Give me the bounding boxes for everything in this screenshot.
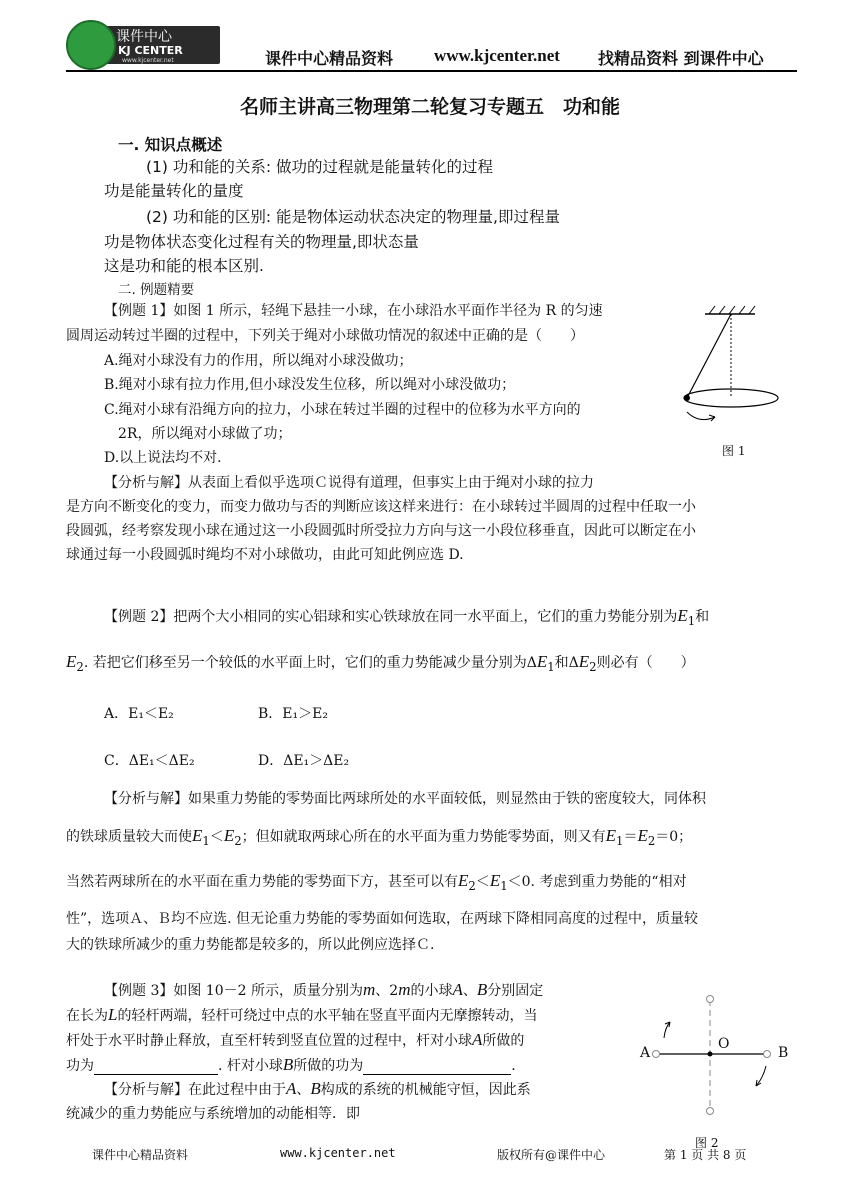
ex2-option-b: B．E₁＞E₂ (258, 706, 328, 722)
footer-page-number: 第 1 页 共 8 页 (664, 1148, 747, 1162)
ex1-option-a: A.绳对小球没有力的作用，所以绳对小球没做功； (104, 353, 413, 369)
figure1-conical-pendulum (675, 300, 805, 440)
ex2-line1: 【例题 2】把两个大小相同的实心铝球和实心铁球放在同一水平面上，它们的重力势能分别为$E_1$和 (104, 606, 710, 628)
ex3-analysis-line1-a: 【分析与解】在此过程中由于 (104, 1082, 286, 1098)
ex3-analysis-line1: 【分析与解】在此过程中由于A、B构成的系统的机械能守恒，因此系 (104, 1079, 531, 1098)
ex2-analysis-line2-a: 的铁球质量较大而使 (66, 829, 192, 845)
ex2-analysis-line2-b: ；但如就取两球心所在的水平面为重力势能零势面，则又有 (241, 829, 606, 845)
ex2-analysis-line2-c: ＝0； (655, 829, 693, 845)
figure2-rotating-rod (630, 988, 800, 1148)
ex3-line1-e: 分别固定 (487, 983, 544, 999)
ex2-line2: $E_2$. 若把它们移至另一个较低的水平面上时，它们的重力势能减少量分别为$\Delta E_1$和$\Delta E_2$则必有（ ） (66, 652, 695, 674)
header-rule (66, 70, 797, 72)
ex3-line4-d: . (511, 1058, 516, 1074)
section2-heading: 二. 例题精要 (118, 282, 195, 298)
ex3-line4-c: 所做的功为 (293, 1058, 364, 1074)
figure2-label-a: A (640, 1045, 651, 1061)
figure2-caption: 图 2 (695, 1136, 719, 1150)
header-right-text: 找精品资料 到课件中心 (598, 49, 764, 68)
figure2-label-b: B (778, 1045, 789, 1061)
page-title: 名师主讲高三物理第二轮复习专题五 功和能 (239, 96, 620, 118)
ex1-option-c-line2: 2R，所以绳对小球做了功； (118, 426, 292, 442)
ex2-analysis-line3-b: ＜0. 考虑到重力势能的“相对 (507, 874, 687, 890)
ex3-line3-a: 杆处于水平时静止释放，直至杆转到竖直位置的过程中，杆对小球 (66, 1033, 472, 1049)
figure1-caption: 图 1 (722, 444, 746, 458)
header-left-text: 课件中心精品资料 (265, 49, 394, 68)
ex2-option-a: A．E₁＜E₂ (104, 706, 174, 722)
ex1-analysis-line1: 【分析与解】从表面上看似乎选项Ｃ说得有道理，但事实上由于绳对小球的拉力 (104, 475, 594, 491)
footer-left: 课件中心精品资料 (92, 1148, 189, 1162)
section1-p1: (1) 功和能的关系: 做功的过程就是能量转化的过程 (146, 158, 494, 176)
ex2-analysis-line5: 大的铁球所减少的重力势能都是较多的，所以此例应选择Ｃ. (66, 937, 435, 953)
ex3-analysis-line1-b: 、 (296, 1082, 311, 1098)
section1-heading: 一. 知识点概述 (118, 136, 223, 154)
ex3-line1-d: 、 (462, 983, 477, 999)
logo-url-text: www.kjcenter.net (122, 57, 174, 64)
ex2-analysis-line1: 【分析与解】如果重力势能的零势面比两球所处的水平面较低，则显然由于铁的密度较大，同体积 (104, 791, 706, 807)
ex3-line1: 【例题 3】如图 10－2 所示，质量分别为m、2m的小球A、B分别固定 (104, 980, 544, 999)
ex2-option-c: C．ΔE₁＜ΔE₂ (104, 753, 195, 769)
logo-en-text: KJ CENTER (118, 44, 183, 57)
ex2-line2-and: 和 (554, 655, 569, 671)
ex1-analysis-line2: 是方向不断变化的变力，而变力做功与否的判断应该这样来进行：在小球转过半圆周的过程中任取一小 (66, 499, 696, 515)
ex1-option-d: D.以上说法均不对. (104, 450, 222, 466)
ex3-line4-b: . 杆对小球 (218, 1058, 283, 1074)
ex2-analysis-line3-a: 当然若两球所在的水平面在重力势能的零势面下方，甚至可以有 (66, 874, 458, 890)
ex3-line2-a: 在长为 (66, 1008, 108, 1024)
ex3-line1-b: 、 (375, 983, 390, 999)
ex1-analysis-line3: 段圆弧，经考察发现小球在通过这一小段圆弧时所受拉力方向与这一小段位移垂直，因此可以断定在小 (66, 523, 696, 539)
ex3-line3-b: 所做的 (482, 1033, 525, 1049)
figure2-label-o: O (718, 1036, 730, 1052)
blank-work-on-a[interactable] (94, 1058, 218, 1075)
ex2-analysis-line3: 当然若两球所在的水平面在重力势能的零势面下方，甚至可以有$E_2<E_1<0$. 考虑到重力势能的“相对 (66, 871, 687, 893)
ex2-analysis-line2: 的铁球质量较大而使$E_1<E_2$；但如就取两球心所在的水平面为重力势能零势面，则又有$E_1=E_2=0$； (66, 826, 693, 848)
ex1-option-b: B.绳对小球有拉力作用,但小球没发生位移，所以绳对小球没做功； (104, 377, 516, 393)
section1-p3: (2) 功和能的区别: 能是物体运动状态决定的物理量,即过程量 (146, 208, 560, 226)
ex1-option-c-line1: C.绳对小球有沿绳方向的拉力，小球在转过半圈的过程中的位移为水平方向的 (104, 402, 581, 418)
ex3-line1-c: 的小球 (410, 983, 453, 999)
ex2-line2-tail: 则必有（ ） (596, 655, 695, 671)
kjcenter-logo (66, 20, 220, 70)
logo-cn-text: 课件中心 (116, 29, 172, 45)
ex1-analysis-line4: 球通过每一小段圆弧时绳均不对小球做功，由此可知此例应选 D. (66, 547, 464, 563)
ex2-line2-text: . 若把它们移至另一个较低的水平面上时，它们的重力势能减少量分别为 (83, 655, 527, 671)
ex3-analysis-line1-c: 构成的系统的机械能守恒，因此系 (320, 1082, 531, 1098)
ex1-line2: 圆周运动转过半圈的过程中，下列关于绳对小球做功情况的叙述中正确的是（ ） (66, 328, 584, 344)
header-url[interactable]: www.kjcenter.net (434, 46, 560, 65)
blank-work-on-b[interactable] (363, 1058, 511, 1075)
ex2-line1-and: 和 (695, 609, 710, 625)
ex1-line1: 【例题 1】如图 1 所示，轻绳下悬挂一小球，在小球沿水平面作半径为 R 的匀速 (104, 303, 603, 319)
ex3-line4: 功为 . 杆对小球B所做的功为 . (66, 1055, 516, 1074)
ex3-line3: 杆处于水平时静止释放，直至杆转到竖直位置的过程中，杆对小球A所做的 (66, 1030, 525, 1049)
footer-url[interactable]: www.kjcenter.net (280, 1146, 396, 1160)
section1-p5: 这是功和能的根本区别. (104, 257, 264, 275)
section1-p4: 功是物体状态变化过程有关的物理量,即状态量 (104, 233, 419, 251)
ex3-line2-b: 的轻杆两端，轻杆可绕过中点的水平轴在竖直平面内无摩擦转动，当 (117, 1008, 538, 1024)
section1-p2: 功是能量转化的量度 (104, 182, 244, 200)
ex3-line1-a: 【例题 3】如图 10－2 所示，质量分别为 (104, 983, 363, 999)
footer-copyright: 版权所有@课件中心 (497, 1148, 606, 1162)
ex2-line1-text: 【例题 2】把两个大小相同的实心铝球和实心铁球放在同一水平面上，它们的重力势能分别为 (104, 609, 678, 625)
ex3-analysis-line2: 统减少的重力势能应与系统增加的动能相等．即 (66, 1106, 360, 1122)
ex2-option-d: D．ΔE₁＞ΔE₂ (258, 753, 350, 769)
ex3-line2: 在长为L的轻杆两端，轻杆可绕过中点的水平轴在竖直平面内无摩擦转动，当 (66, 1005, 538, 1024)
ex3-line4-a: 功为 (66, 1058, 94, 1074)
ex2-analysis-line4: 性”，选项Ａ、Ｂ均不应选. 但无论重力势能的零势面如何选取，在两球下降相同高度的过程中，质量较 (66, 911, 699, 927)
